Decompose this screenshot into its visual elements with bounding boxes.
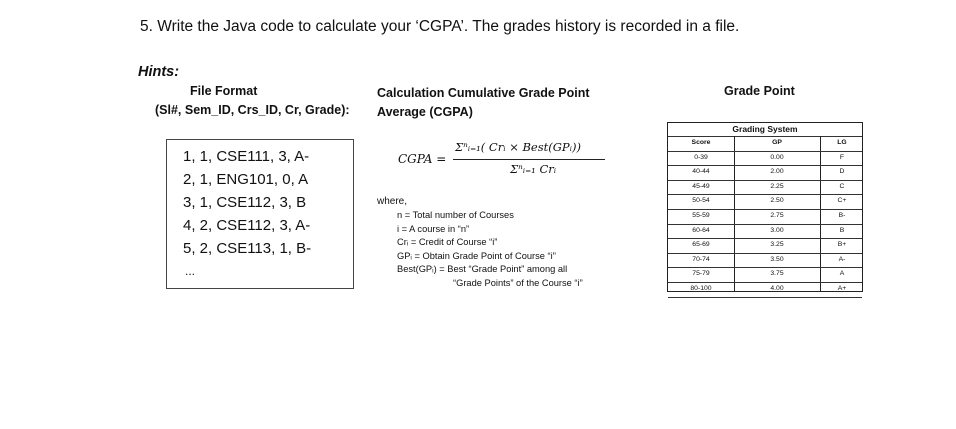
formula-denominator: Σⁿᵢ₌₁ Crᵢ	[510, 162, 557, 176]
table-cell: 3.75	[770, 270, 784, 278]
file-row: 4, 2, CSE112, 3, A-	[183, 217, 311, 234]
table-rule	[668, 253, 862, 254]
table-cell: B+	[837, 241, 847, 249]
table-rule	[668, 180, 862, 181]
table-cell: A	[839, 270, 845, 278]
grade-point-title: Grade Point	[724, 84, 795, 98]
table-cell: 3.50	[770, 255, 784, 263]
table-cell: B-	[838, 212, 846, 219]
table-cell: C	[839, 182, 845, 190]
table-header-cell: Score	[691, 139, 711, 146]
table-cell: 2.00	[770, 168, 784, 176]
table-rule	[668, 224, 862, 225]
table-cell: F	[839, 153, 845, 161]
definition-item: Best(GPᵢ) = Best “Grade Point” among all	[397, 264, 568, 274]
table-cell: 4.00	[770, 285, 784, 292]
table-rule	[668, 267, 862, 268]
grading-table-title: Grading System	[732, 124, 798, 134]
table-cell: 2.50	[770, 197, 784, 205]
formula-lhs: CGPA =	[398, 152, 447, 166]
where-label: where,	[377, 196, 408, 207]
table-cell: D	[839, 168, 845, 176]
table-cell: 2.75	[770, 212, 784, 219]
table-cell: 70-74	[692, 255, 710, 263]
question-text: 5. Write the Java code to calculate your ‘CGPA’. The grades history is recorded in a file.	[140, 18, 740, 35]
file-row: 5, 2, CSE113, 1, B-	[183, 240, 312, 257]
hints-label: Hints:	[138, 64, 180, 80]
table-header-cell: LG	[837, 139, 847, 146]
file-row: 3, 1, CSE112, 3, B	[183, 194, 307, 211]
table-cell: 50-54	[692, 197, 710, 205]
table-cell: B	[839, 226, 845, 234]
calculation-title-line2: Average (CGPA)	[377, 105, 473, 119]
file-sample-box	[166, 139, 354, 289]
definition-item: GPᵢ = Obtain Grade Point of Course “i”	[397, 250, 556, 261]
table-cell: 40-44	[692, 168, 710, 176]
table-rule	[668, 238, 862, 239]
table-cell: 45-49	[692, 182, 710, 190]
table-rule	[668, 194, 862, 195]
table-cell: 0.00	[770, 153, 784, 161]
definition-item: i = A course in “n”	[397, 223, 470, 234]
table-cell: 75-79	[692, 270, 710, 278]
file-format-title: File Format	[190, 84, 258, 98]
table-cell: 3.00	[770, 226, 784, 234]
table-rule	[668, 282, 862, 283]
table-rule	[668, 136, 862, 137]
file-ellipsis: ...	[185, 264, 196, 278]
table-header-cell: GP	[772, 139, 782, 146]
table-cell: A+	[837, 285, 847, 292]
table-cell: C+	[837, 197, 847, 205]
definition-item: Crᵢ = Credit of Course “i”	[397, 237, 498, 247]
definition-item: “Grade Points” of the Course “i”	[453, 277, 583, 288]
table-cell: 55-59	[692, 212, 710, 219]
fraction-bar	[453, 159, 605, 160]
table-rule	[668, 151, 862, 152]
table-cell: 3.25	[770, 241, 784, 249]
table-rule	[668, 297, 862, 298]
file-format-subtitle: (Sl#, Sem_ID, Crs_ID, Cr, Grade):	[155, 103, 350, 117]
file-row: 2, 1, ENG101, 0, A	[183, 171, 309, 188]
table-cell: 65-69	[692, 241, 710, 249]
table-cell: 60-64	[692, 226, 710, 234]
table-rule	[668, 165, 862, 166]
table-cell: 2.25	[770, 182, 784, 190]
definitions-list	[397, 209, 583, 290]
formula-numerator: Σⁿᵢ₌₁( Crᵢ × Best(GPᵢ))	[455, 140, 581, 154]
table-rule	[668, 209, 862, 210]
definition-item: n = Total number of Courses	[397, 210, 514, 220]
calculation-title-line1: Calculation Cumulative Grade Point	[377, 86, 590, 100]
calculation-title	[377, 84, 590, 122]
file-row: 1, 1, CSE111, 3, A-	[183, 148, 310, 165]
table-cell: 80-100	[690, 285, 712, 292]
table-cell: 0-39	[694, 153, 708, 161]
table-cell: A-	[838, 255, 846, 263]
grading-system-table	[667, 122, 863, 292]
